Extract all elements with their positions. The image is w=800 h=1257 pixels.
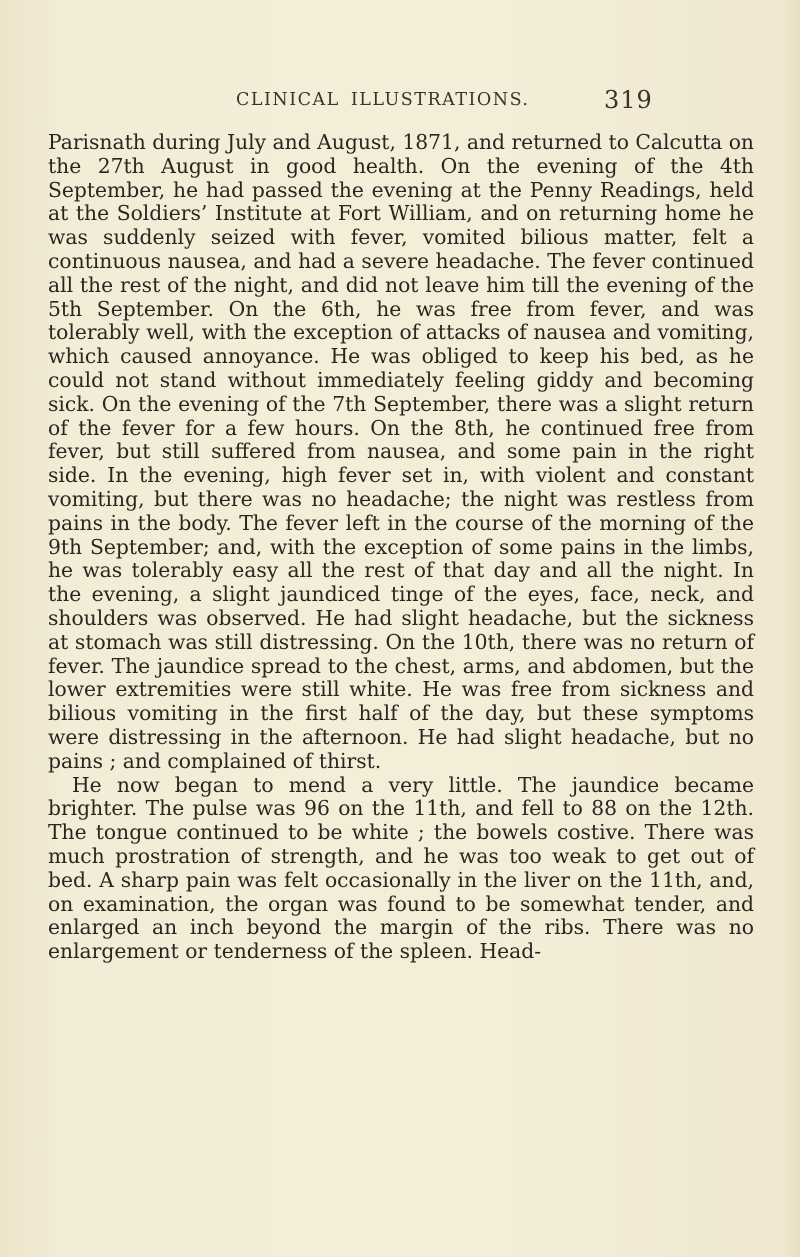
page-header — [0, 86, 800, 116]
paragraph: He now began to mend a very little. The jaundice became brighter. The pulse was 96 on the 11th, and fell to 88 on the 12th. The tongue continued to be white ; the bowels costive. There was much prostration of strength, and he was too weak to get out of bed. A sharp pain was felt occasionally in the liver on the 11th, and, on examination, the organ was found to be somewhat tender, and enlarged an inch beyond the margin of the ribs. There was no enlargement or tenderness of the spleen. Head- — [48, 772, 754, 964]
running-title: CLINICAL ILLUSTRATIONS. — [236, 90, 530, 110]
page-edge-shadow — [782, 0, 800, 1257]
page-number: 319 — [604, 86, 653, 114]
body-text — [48, 131, 754, 964]
paragraph: Parisnath during July and August, 1871, and returned to Calcutta on the 27th August in good health. On the evening of the 4th September, he had passed the evening at the Penny Readings, held at the Soldiers’ Institute at Fort William, and on returning home he was suddenly seized with fever, vomited bilious matter, felt a continuous nausea, and had a severe headache. The fever continued all the rest of the night, and did not leave him till the evening of the 5th September. On the 6th, he was free from fever, and was tolerably well, with the exception of attacks of nausea and vomiting, which caused annoyance. He was obliged to keep his bed, as he could not stand without immediately feeling giddy and becoming sick. On the evening of the 7th September, there was a slight return of the fever for a few hours. On the 8th, he continued free from fever, but still suffered from nausea, and some pain in the right side. In the evening, high fever set in, with violent and constant vomiting, but there was no headache; the night was restless from pains in the body. The fever left in the course of the morning of the 9th September; and, with the exception of some pains in the limbs, he was tolerably easy all the rest of that day and all the night. In the evening, a slight jaundiced tinge of the eyes, face, neck, and shoulders was observed. He had slight headache, but the sickness at stomach was still distressing. On the 10th, there was no return of fever. The jaundice spread to the chest, arms, and abdomen, but the lower extremities were still white. He was free from sickness and bilious vomiting in the first half of the day, but these symptoms were distressing in the afternoon. He had slight headache, but no pains ; and complained of thirst. — [48, 130, 754, 773]
